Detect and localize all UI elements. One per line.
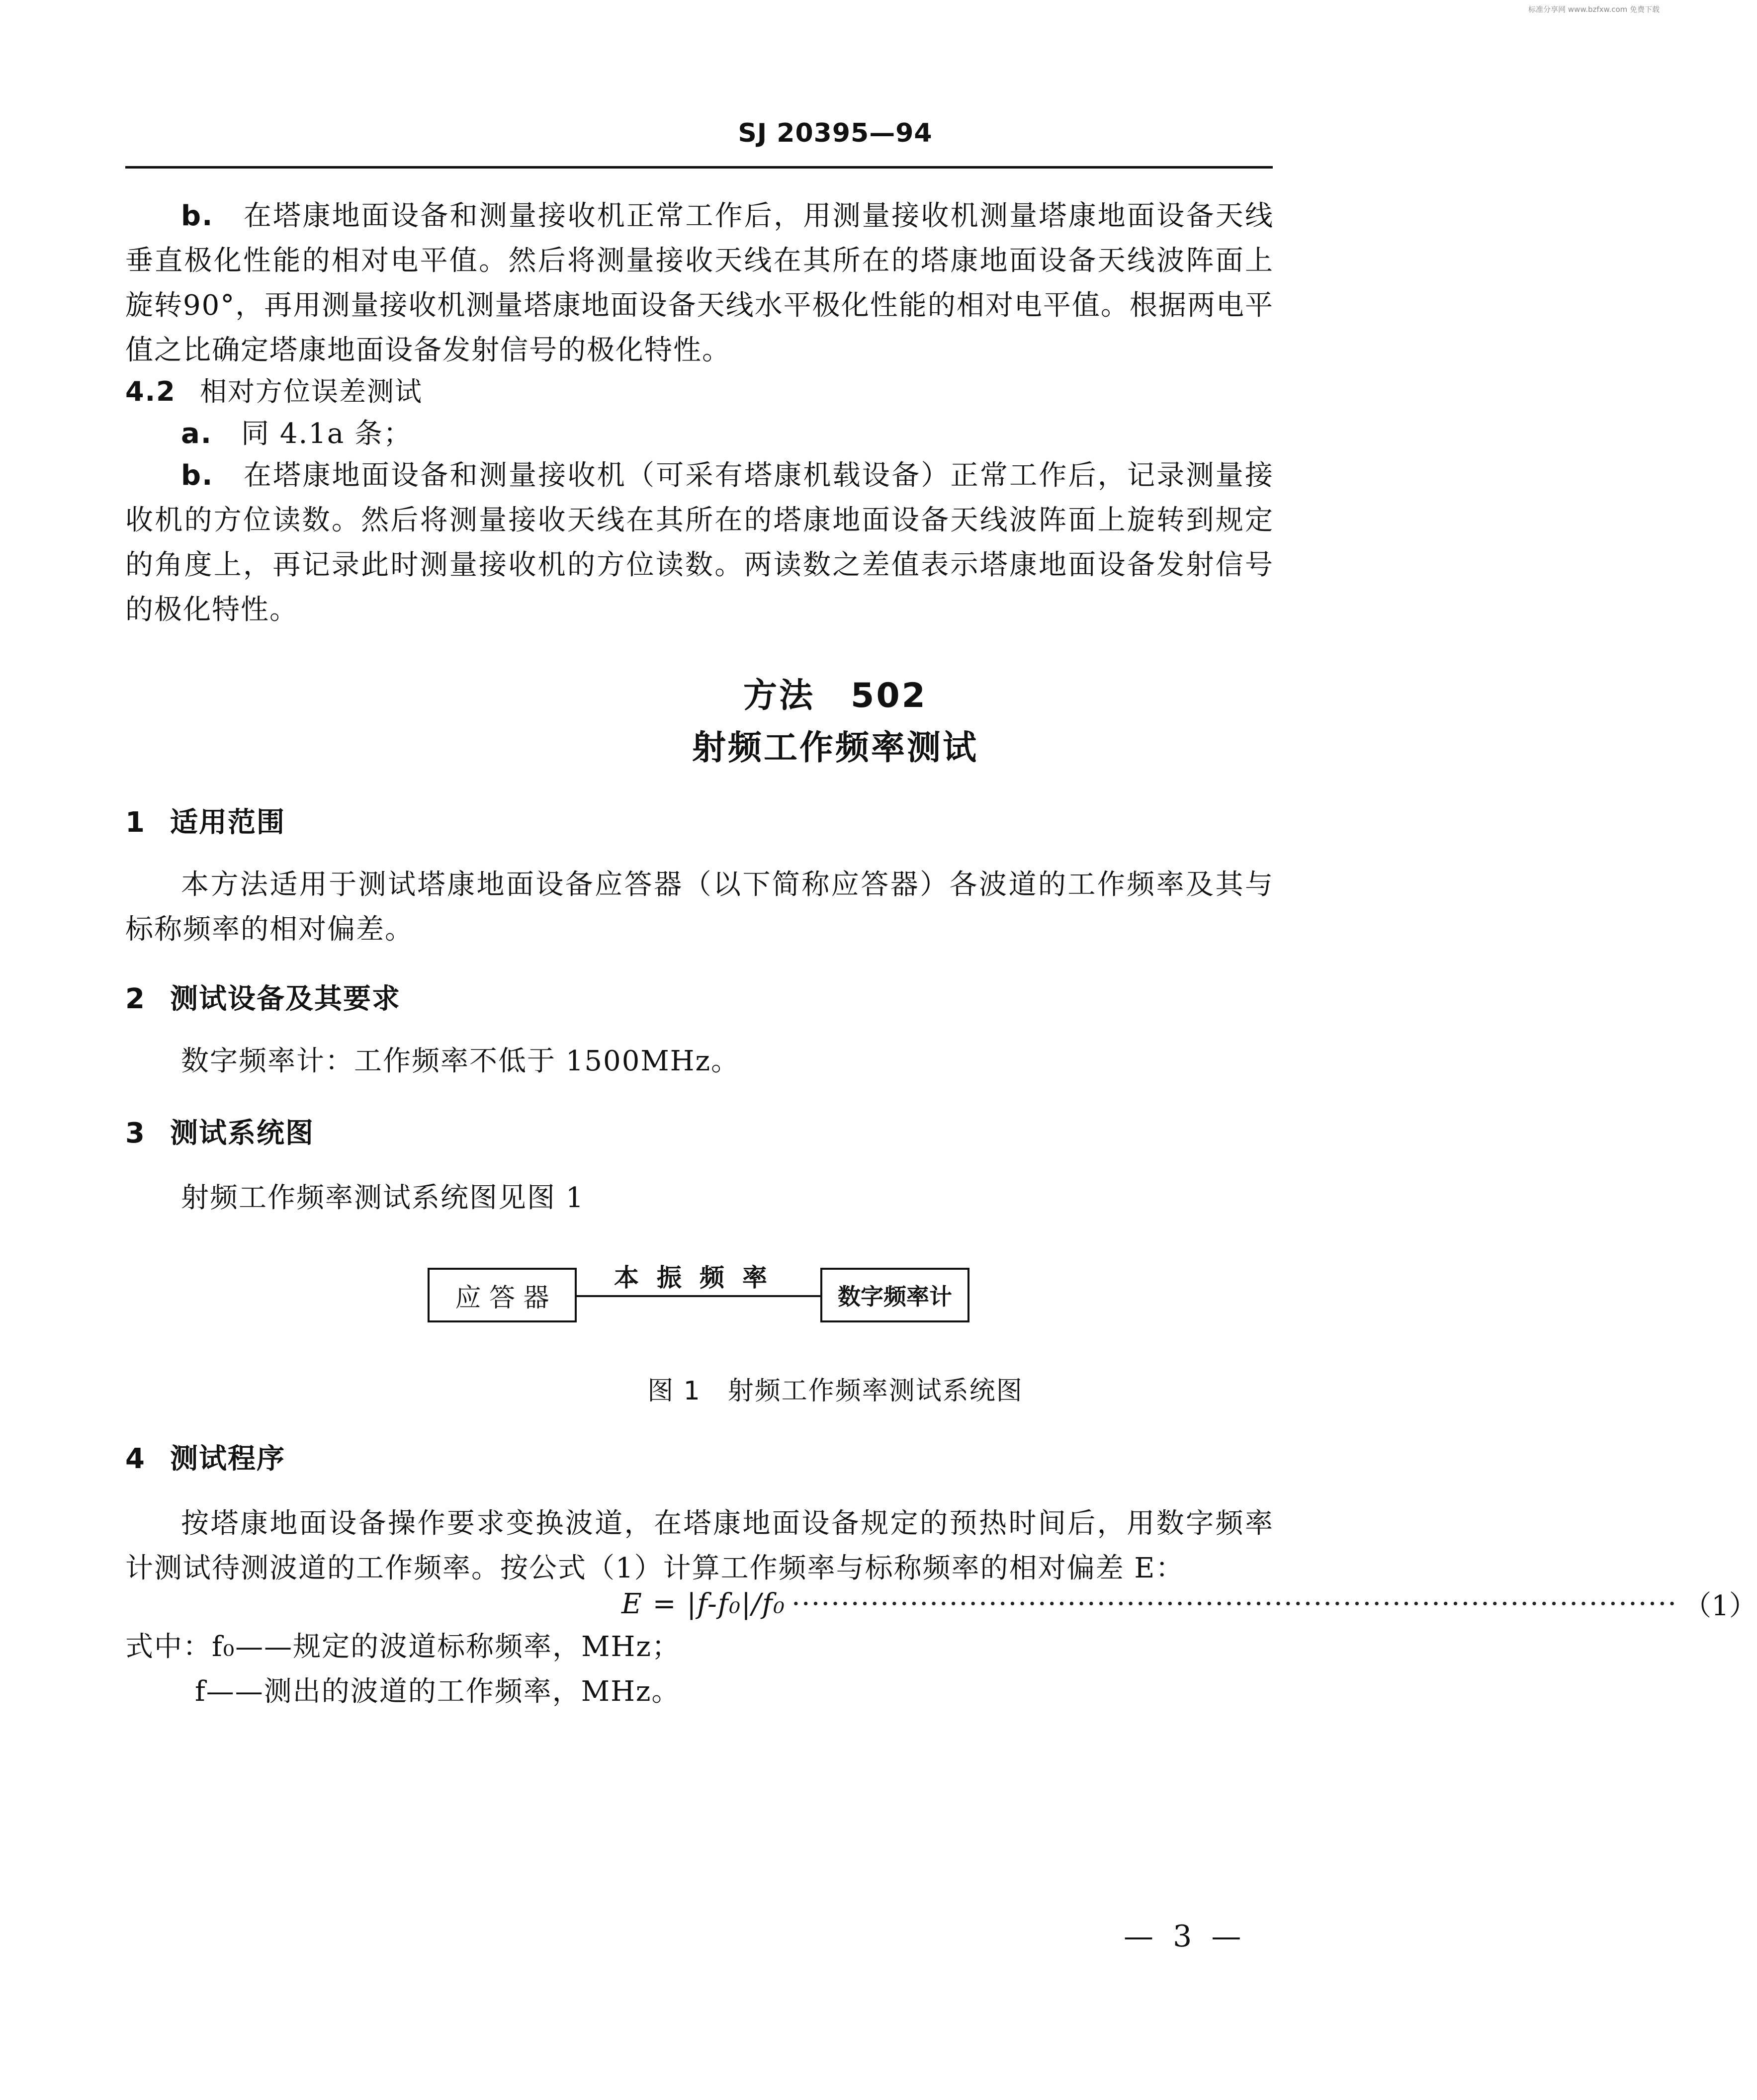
paragraph-text: 同 4.1a 条； bbox=[241, 418, 413, 450]
item-label: b. bbox=[181, 459, 214, 492]
section-number: 4.2 bbox=[125, 376, 176, 407]
paragraph-3: 射频工作频率测试系统图见图 1 bbox=[181, 1182, 585, 1214]
method-number: 方法 502 bbox=[743, 676, 927, 715]
where-line-2: f——测出的波道的工作频率，MHz。 bbox=[195, 1675, 681, 1708]
page-number: — 3 — bbox=[1124, 1919, 1246, 1954]
frequency-counter-box: 数字频率计 bbox=[820, 1268, 969, 1322]
watermark: 标准分享网 www.bzfxw.com 免费下载 bbox=[1528, 5, 1660, 14]
document-header: SJ 20395—94 bbox=[738, 118, 933, 148]
figure-caption: 图 1 射频工作频率测试系统图 bbox=[647, 1376, 1023, 1406]
section-title: 测试系统图 bbox=[170, 1117, 314, 1149]
section-heading-4 bbox=[125, 1437, 285, 1477]
section-heading-4-2 bbox=[125, 370, 423, 409]
paragraph-4-2-b bbox=[125, 453, 1274, 632]
connector-label: 本振频率 bbox=[614, 1263, 785, 1292]
section-number: 4 bbox=[125, 1443, 146, 1475]
where-line-1: 式中：f₀——规定的波道标称频率，MHz； bbox=[125, 1631, 681, 1663]
header-rule bbox=[125, 166, 1273, 169]
section-number: 1 bbox=[125, 806, 146, 839]
section-heading-1 bbox=[125, 800, 285, 840]
responder-box: 应 答 器 bbox=[428, 1268, 577, 1322]
paragraph-text: 在塔康地面设备和测量接收机正常工作后，用测量接收机测量塔康地面设备天线垂直极化性能的相对电平值。然后将测量接收天线在其所在的塔康地面设备天线波阵面上旋转90°，再用测量接收机测量塔康地面设备天线水平极化性能的相对电平值。根据两电平值之比确定塔康地面设备发射信号的极化特性。 bbox=[125, 200, 1274, 366]
formula-leader-dots: ·························································································· bbox=[791, 1587, 1678, 1620]
section-title: 测试程序 bbox=[170, 1443, 285, 1475]
paragraph-4-1-b bbox=[125, 194, 1274, 373]
paragraph-4-2-a bbox=[125, 412, 1274, 456]
connector-line bbox=[577, 1295, 820, 1297]
section-number: 3 bbox=[125, 1117, 146, 1149]
item-label: a. bbox=[181, 418, 213, 450]
formula-expression: E = |f-f₀|/f₀ bbox=[621, 1587, 786, 1620]
section-title: 适用范围 bbox=[170, 806, 285, 839]
paragraph-1: 本方法适用于测试塔康地面设备应答器（以下简称应答器）各波道的工作频率及其与标称频率的相对偏差。 bbox=[125, 869, 1274, 946]
method-title: 射频工作频率测试 bbox=[692, 728, 978, 768]
section-number: 2 bbox=[125, 983, 146, 1015]
section-title: 相对方位误差测试 bbox=[200, 376, 423, 407]
section-title: 测试设备及其要求 bbox=[170, 983, 401, 1015]
paragraph-4: 按塔康地面设备操作要求变换波道，在塔康地面设备规定的预热时间后，用数字频率计测试待测波道的工作频率。按公式（1）计算工作频率与标称频率的相对偏差 E： bbox=[125, 1507, 1274, 1584]
section-heading-2 bbox=[125, 977, 401, 1017]
formula-number: （1） bbox=[1683, 1590, 1757, 1622]
formula-1 bbox=[621, 1584, 1757, 1624]
section-heading-3 bbox=[125, 1111, 314, 1151]
item-label: b. bbox=[181, 200, 214, 232]
paragraph-text: 在塔康地面设备和测量接收机（可采有塔康机载设备）正常工作后，记录测量接收机的方位读数。然后将测量接收天线在其所在的塔康地面设备天线波阵面上旋转到规定的角度上，再记录此时测量接收机的方位读数。两读数之差值表示塔康地面设备发射信号的极化特性。 bbox=[125, 459, 1274, 626]
paragraph-2: 数字频率计：工作频率不低于 1500MHz。 bbox=[181, 1045, 740, 1077]
